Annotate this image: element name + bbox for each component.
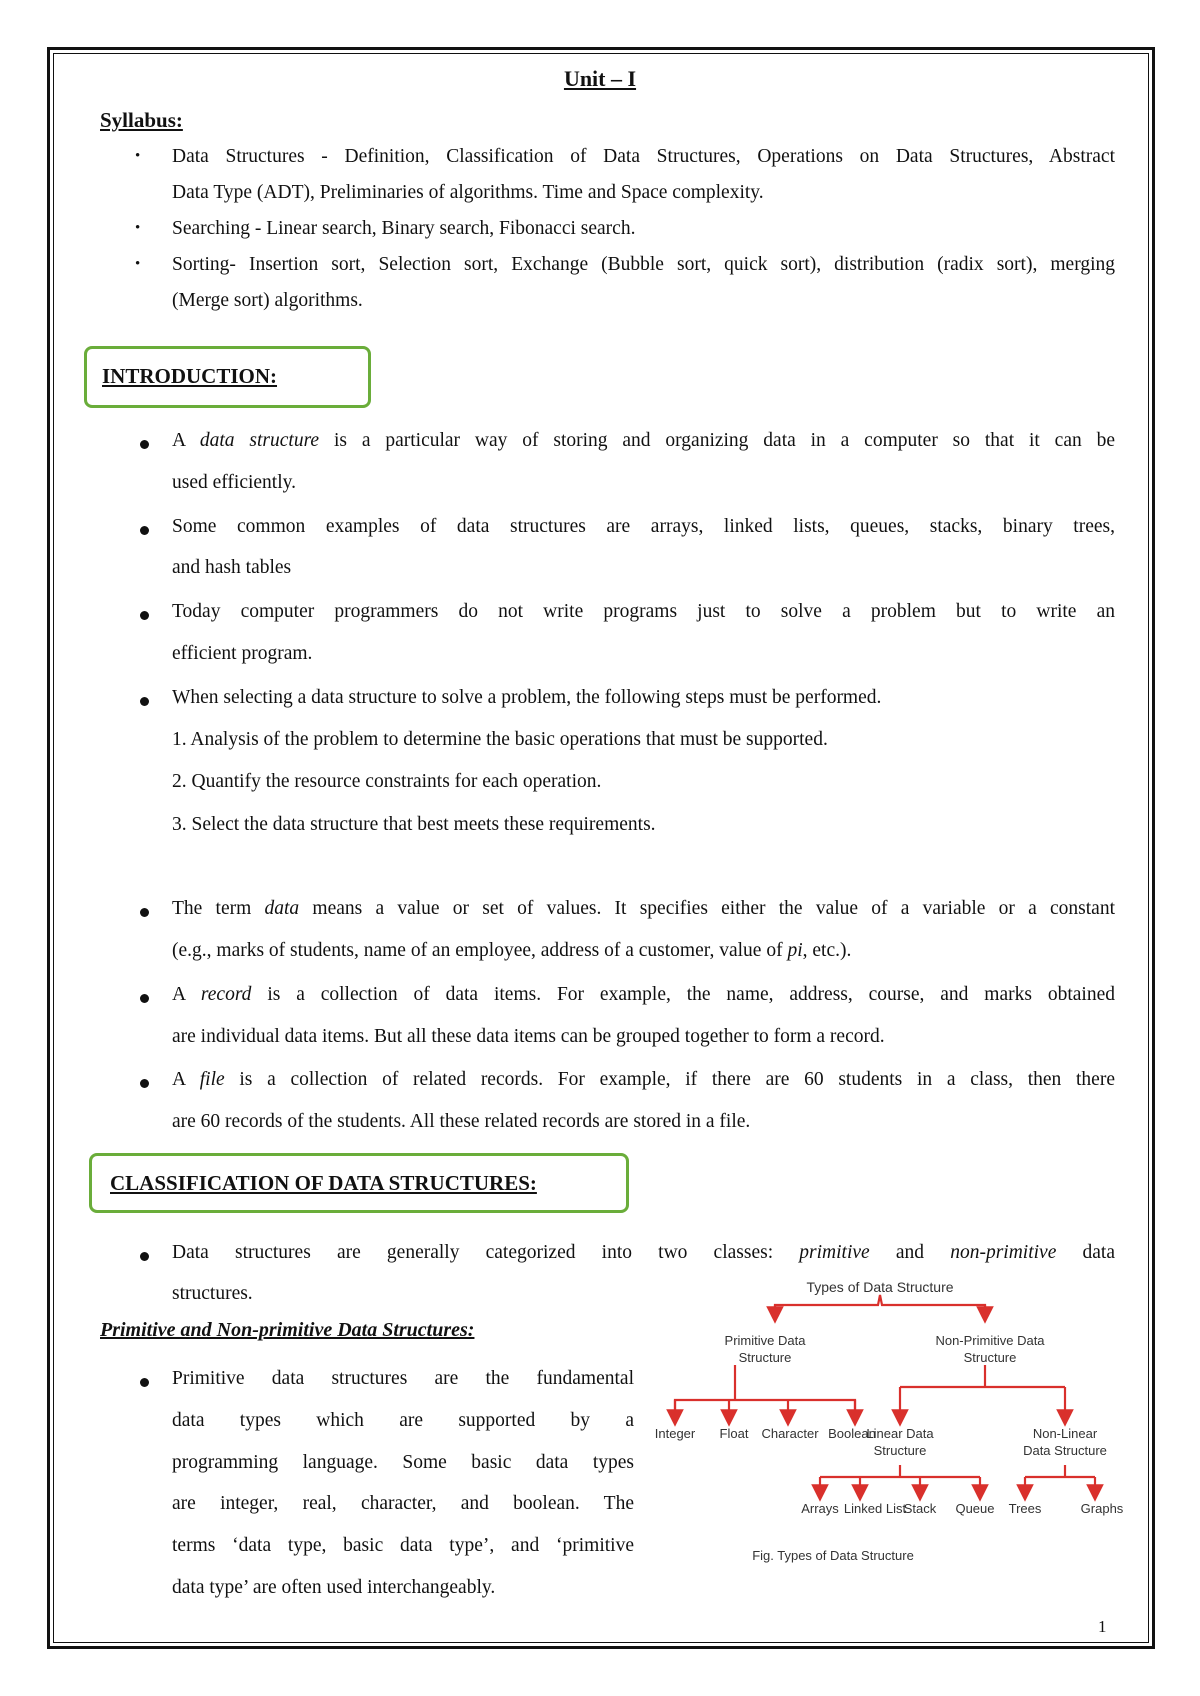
diagram-nonlinear-l2: Data Structure (1023, 1443, 1107, 1458)
diagram-connectors (675, 1295, 1095, 1493)
intro-bullet-2-line-1: Some common examples of data structures are arrays, linked lists, queues, stacks, binary trees, (172, 516, 1115, 537)
syllabus-heading: Syllabus: (100, 108, 183, 132)
intro-bullet-1-line-2: used efficiently. (172, 472, 296, 493)
intro-bullet-5-line-2: (e.g., marks of students, name of an employee, address of a customer, value of pi, etc.). (172, 940, 852, 961)
primitive-para-line-4: are integer, real, character, and boolean. The (172, 1493, 634, 1514)
diagram-title: Types of Data Structure (806, 1279, 954, 1295)
primitive-para-line-5: terms ‘data type, basic data type’, and ‘primitive (172, 1535, 634, 1556)
diagram-linear-l1: Linear Data (866, 1426, 934, 1441)
intro-bullet-3-line-2: efficient program. (172, 643, 313, 664)
diagram-float: Float (719, 1426, 749, 1441)
syllabus-item-1-line-2: Data Type (ADT), Preliminaries of algorithms. Time and Space complexity. (172, 182, 764, 203)
diagram-primitive-l1: Primitive Data (724, 1333, 806, 1348)
diagram-linked-list: Linked List (843, 1501, 907, 1516)
diagram-caption: Fig. Types of Data Structure (752, 1548, 914, 1563)
intro-bullet-2-line-2: and hash tables (172, 557, 292, 578)
unit-title: Unit – I (563, 66, 637, 91)
introduction-heading: INTRODUCTION: (102, 364, 278, 388)
intro-bullet-7-line-1: A file is a collection of related records. For example, if there are 60 students in a class, then there (172, 1069, 1115, 1090)
intro-step-3: 3. Select the data structure that best meets these requirements. (172, 814, 656, 835)
intro-bullet-6-line-1: A record is a collection of data items. For example, the name, address, course, and marks obtained (172, 984, 1115, 1005)
intro-bullet-1-line-1: A data structure is a particular way of storing and organizing data in a computer so that it can be (172, 430, 1115, 451)
primitive-para-line-6: data type’ are often used interchangeably. (172, 1577, 496, 1598)
diagram-queue: Queue (955, 1501, 995, 1516)
bullet-icon (140, 440, 149, 449)
bullet-icon (140, 1252, 149, 1261)
bullet-icon (140, 1079, 149, 1088)
types-of-data-structure-diagram (655, 1275, 1135, 1575)
bullet-icon (140, 1378, 149, 1387)
bullet-icon (140, 526, 149, 535)
diagram-linear-l2: Structure (873, 1443, 927, 1458)
syllabus-item-3-line-2: (Merge sort) algorithms. (172, 290, 363, 311)
intro-bullet-6-line-2: are individual data items. But all these data items can be grouped together to form a record. (172, 1026, 885, 1047)
bullet-icon (140, 611, 149, 620)
bullet-icon (140, 994, 149, 1003)
diagram-nonprimitive-l1: Non-Primitive Data (935, 1333, 1045, 1348)
intro-bullet-5-line-1: The term data means a value or set of values. It specifies either the value of a variable or a constant (172, 898, 1115, 919)
intro-bullet-7-line-2: are 60 records of the students. All these related records are stored in a file. (172, 1111, 751, 1132)
bullet-icon (140, 697, 149, 706)
primitive-para-line-1: Primitive data structures are the fundamental (172, 1368, 634, 1389)
intro-step-1: 1. Analysis of the problem to determine the basic operations that must be supported. (172, 729, 828, 750)
diagram-nonprimitive-l2: Structure (963, 1350, 1017, 1365)
classification-heading: CLASSIFICATION OF DATA STRUCTURES: (110, 1171, 537, 1195)
diagram-nonlinear-l1: Non-Linear (1032, 1426, 1098, 1441)
diagram-character: Character (761, 1426, 819, 1441)
syllabus-item-3-line-1: Sorting- Insertion sort, Selection sort, Exchange (Bubble sort, quick sort), distribution (radix sort), merging (172, 254, 1115, 275)
bullet-icon: • (135, 220, 141, 236)
syllabus-item-1-line-1: Data Structures - Definition, Classification of Data Structures, Operations on Data Structures, Abstract (172, 146, 1115, 167)
intro-bullet-4-line-1: When selecting a data structure to solve a problem, the following steps must be performed. (172, 687, 882, 708)
diagram-primitive-l2: Structure (738, 1350, 792, 1365)
diagram-trees: Trees (1008, 1501, 1042, 1516)
intro-step-2: 2. Quantify the resource constraints for each operation. (172, 771, 602, 792)
primitive-para-line-2: data types which are supported by a (172, 1410, 634, 1431)
primitive-para-line-3: programming language. Some basic data types (172, 1452, 634, 1473)
syllabus-item-2: Searching - Linear search, Binary search, Fibonacci search. (172, 218, 636, 239)
bullet-icon (140, 908, 149, 917)
bullet-icon: • (135, 256, 141, 272)
diagram-arrays: Arrays (801, 1501, 839, 1516)
classification-bullet-1-line-1: Data structures are generally categorized into two classes: primitive and non-primitive data (172, 1242, 1116, 1263)
diagram-boolean: Boolean (828, 1426, 876, 1441)
diagram-integer: Integer (655, 1426, 696, 1441)
diagram-graphs: Graphs (1080, 1501, 1124, 1516)
page-number: 1 (1098, 1617, 1107, 1636)
intro-bullet-3-line-1: Today computer programmers do not write programs just to solve a problem but to write an (172, 601, 1115, 622)
diagram-stack: Stack (903, 1501, 937, 1516)
bullet-icon: • (135, 148, 141, 164)
primitive-subheading: Primitive and Non-primitive Data Structures: (100, 1319, 475, 1341)
classification-bullet-1-line-2: structures. (172, 1283, 253, 1304)
